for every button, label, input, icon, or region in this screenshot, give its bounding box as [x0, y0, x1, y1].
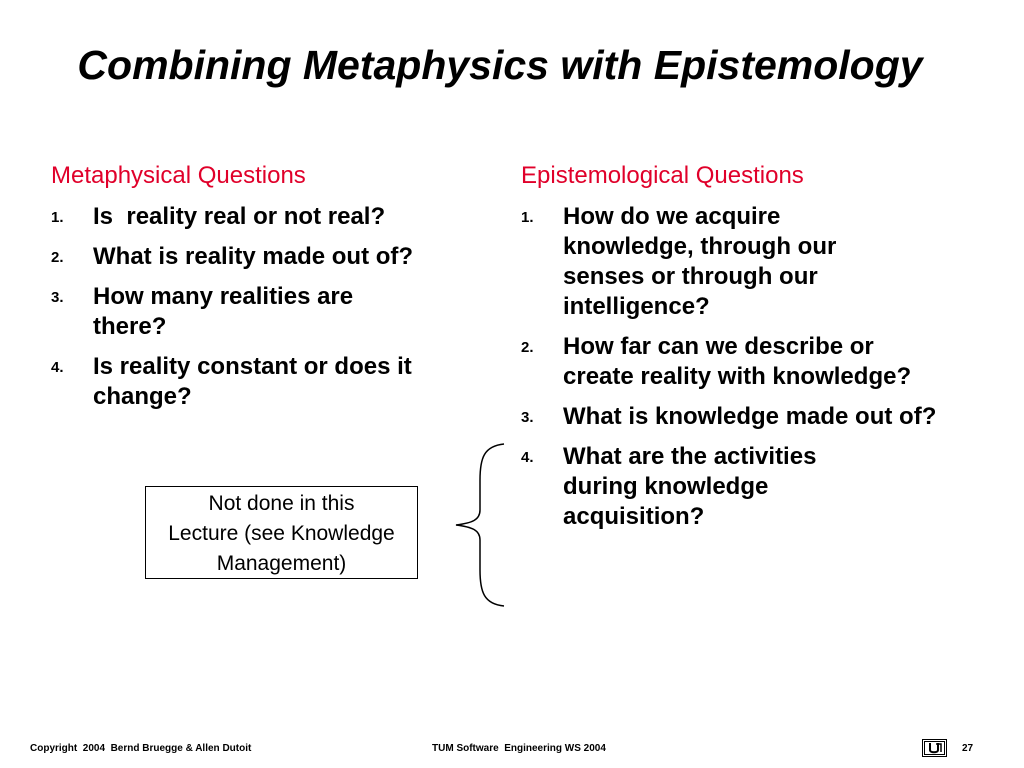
metaphysical-question-1	[51, 202, 491, 232]
question-number: 3.	[51, 289, 64, 306]
question-text: Is reality constant or does it change?	[93, 353, 412, 410]
note-line: Management)	[216, 552, 347, 575]
metaphysical-question-list	[51, 202, 491, 412]
tum-logo-icon	[922, 739, 947, 757]
question-number: 2.	[51, 249, 64, 266]
epistemological-question-4	[521, 442, 971, 532]
not-covered-note-box	[145, 486, 418, 579]
slide-title: Combining Metaphysics with Epistemology	[77, 42, 923, 88]
metaphysical-column	[51, 162, 491, 422]
question-text: How far can we describe or create reality with knowledge?	[563, 333, 912, 390]
epistemological-question-2	[521, 332, 971, 392]
question-text: How do we acquire knowledge, through our senses or through our intelligence?	[563, 203, 837, 320]
epistemological-column	[521, 162, 971, 542]
question-text: Is reality real or not real?	[93, 203, 386, 230]
question-number: 1.	[51, 209, 64, 226]
question-text: What is reality made out of?	[93, 243, 414, 270]
epistemological-question-list	[521, 202, 971, 532]
question-number: 2.	[521, 339, 534, 356]
epistemological-heading: Epistemological Questions	[521, 162, 804, 189]
question-number: 4.	[51, 359, 64, 376]
question-text: How many realities are there?	[93, 283, 354, 340]
page-number: 27	[962, 743, 974, 754]
question-text: What are the activities during knowledge acquisition?	[563, 443, 817, 530]
epistemological-question-3	[521, 402, 971, 432]
curly-brace-icon	[452, 440, 512, 610]
footer-course: TUM Software Engineering WS 2004	[432, 743, 606, 754]
metaphysical-question-2	[51, 242, 491, 272]
epistemological-question-1	[521, 202, 971, 322]
question-number: 4.	[521, 449, 534, 466]
metaphysical-question-3	[51, 282, 491, 342]
question-text: What is knowledge made out of?	[563, 403, 937, 430]
footer-copyright: Copyright 2004 Bernd Bruegge & Allen Dutoit	[30, 743, 252, 754]
question-number: 3.	[521, 409, 534, 426]
note-line: Not done in this	[208, 492, 355, 515]
note-line: Lecture (see Knowledge	[168, 522, 395, 545]
metaphysical-question-4	[51, 352, 491, 412]
metaphysical-heading: Metaphysical Questions	[51, 162, 306, 189]
question-number: 1.	[521, 209, 534, 226]
